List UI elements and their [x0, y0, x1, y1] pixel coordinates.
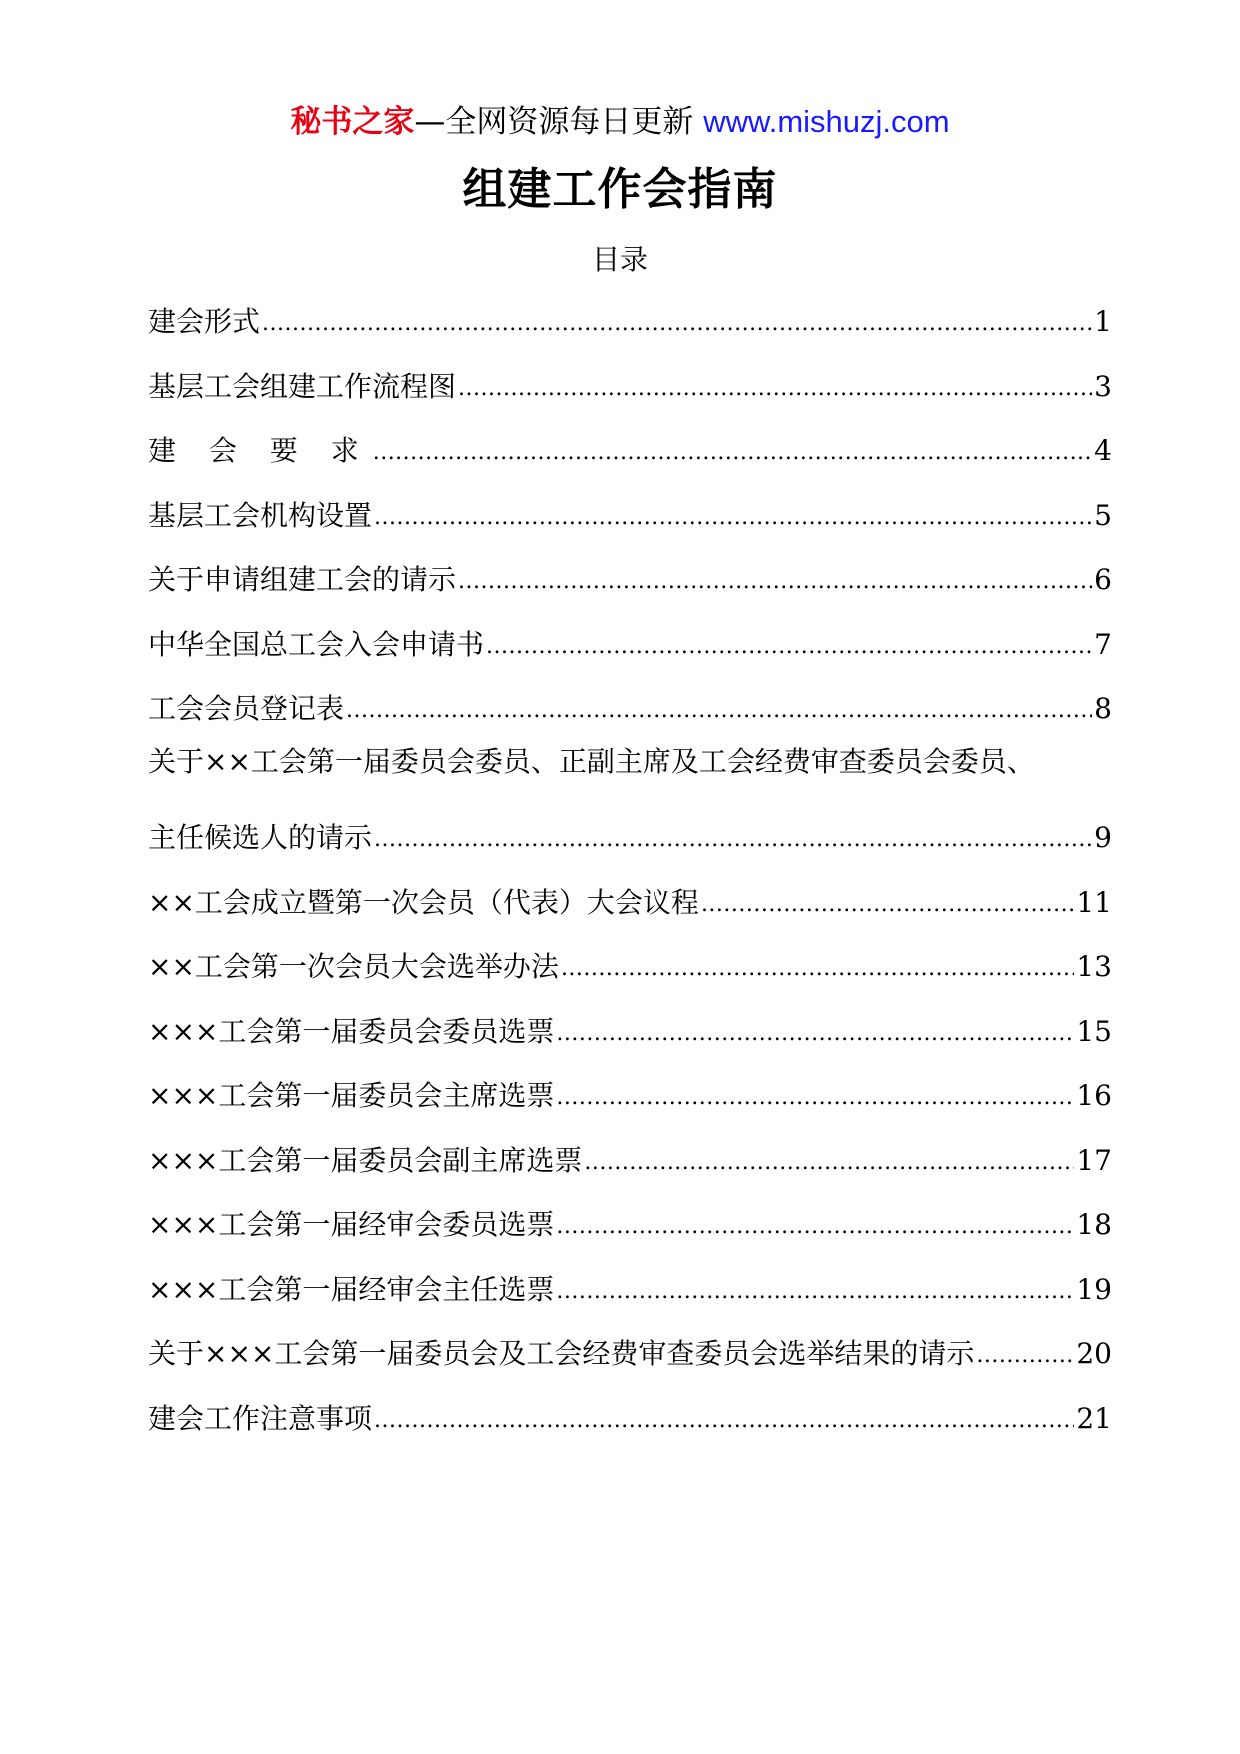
toc-entry-page: 18 [1076, 1208, 1112, 1242]
document-title: 组建工作会指南 [462, 164, 778, 215]
toc-dot-leader [262, 302, 1092, 342]
toc-dot-leader [556, 1270, 1074, 1310]
toc-entry-label: ××工会第一次会员大会选举办法 [148, 950, 559, 984]
toc-entry-label: 建会工作注意事项 [148, 1401, 373, 1435]
toc-entry[interactable] [148, 935, 1112, 1000]
toc-entry-page: 11 [1076, 885, 1112, 919]
toc-entry-label: ×××工会第一届委员会主席选票 [148, 1079, 555, 1113]
toc-entry-page: 13 [1076, 950, 1112, 984]
site-url-link[interactable]: www.mishuzj.com [703, 104, 950, 139]
toc-entry-page: 3 [1094, 369, 1112, 403]
toc-entry[interactable] [148, 1193, 1112, 1258]
toc-entry-label: ××工会成立暨第一次会员（代表）大会议程 [148, 885, 699, 919]
toc-entry[interactable] [148, 548, 1112, 613]
toc-entry-label: ×××工会第一届委员会副主席选票 [148, 1143, 583, 1177]
toc-entry-label: 关于申请组建工会的请示 [148, 563, 457, 597]
toc-entry[interactable] [148, 419, 1112, 484]
toc-entry-page: 9 [1094, 821, 1112, 855]
toc-entry-label: 建 会 要 求 [148, 434, 371, 468]
toc-entry-label: ×××工会第一届经审会委员选票 [148, 1208, 555, 1242]
toc-entry-first-line[interactable] [148, 742, 1112, 807]
toc-entry[interactable] [148, 1129, 1112, 1194]
toc-entry[interactable] [148, 871, 1112, 936]
site-header [0, 100, 1240, 144]
toc-entry-page: 1 [1094, 305, 1112, 339]
toc-entry[interactable] [148, 806, 1112, 871]
toc-entry-label: 中华全国总工会入会申请书 [148, 627, 485, 661]
toc-dot-leader [458, 367, 1092, 407]
toc-dot-leader [584, 1141, 1074, 1181]
table-of-contents [148, 290, 1112, 1451]
toc-entry[interactable] [148, 1322, 1112, 1387]
toc-dot-leader [701, 883, 1074, 923]
toc-dot-leader [561, 947, 1074, 987]
toc-entry[interactable] [148, 1000, 1112, 1065]
toc-entry[interactable] [148, 1064, 1112, 1129]
toc-dot-leader [373, 431, 1092, 471]
toc-dot-leader [556, 1076, 1074, 1116]
toc-entry-page: 21 [1076, 1401, 1112, 1435]
brand-name: 秘书之家 [290, 104, 415, 140]
toc-entry-label: 基层工会组建工作流程图 [148, 369, 457, 403]
toc-entry[interactable] [148, 484, 1112, 549]
toc-entry[interactable] [148, 355, 1112, 420]
toc-entry-page: 19 [1076, 1272, 1112, 1306]
toc-dot-leader [374, 496, 1092, 536]
toc-entry-label: 主任候选人的请示 [148, 821, 373, 855]
toc-dot-leader [374, 1399, 1074, 1439]
toc-heading: 目录 [591, 243, 648, 276]
toc-entry-label: 工会会员登记表 [148, 692, 345, 726]
toc-entry[interactable] [148, 677, 1112, 742]
toc-entry-label: 关于×××工会第一届委员会及工会经费审查委员会选举结果的请示 [148, 1337, 975, 1371]
toc-entry-page: 7 [1094, 627, 1112, 661]
toc-dot-leader [346, 689, 1092, 729]
toc-entry-page: 8 [1094, 692, 1112, 726]
toc-entry[interactable] [148, 1387, 1112, 1452]
toc-entry-page: 16 [1076, 1079, 1112, 1113]
toc-entry-page: 20 [1076, 1337, 1112, 1371]
toc-dot-leader [374, 818, 1092, 858]
toc-dot-leader [458, 560, 1092, 600]
toc-entry-label: 建会形式 [148, 305, 261, 339]
toc-entry-label: ×××工会第一届经审会主任选票 [148, 1272, 555, 1306]
toc-dot-leader [486, 625, 1092, 665]
toc-entry-page: 15 [1076, 1014, 1112, 1048]
toc-entry[interactable] [148, 613, 1112, 678]
toc-dot-leader [556, 1012, 1074, 1052]
toc-entry-page: 6 [1094, 563, 1112, 597]
header-slogan: —全网资源每日更新 [414, 104, 694, 140]
toc-entry-label: ×××工会第一届委员会委员选票 [148, 1014, 555, 1048]
toc-dot-leader [976, 1334, 1074, 1374]
toc-entry[interactable] [148, 1258, 1112, 1323]
toc-entry-page: 17 [1076, 1143, 1112, 1177]
toc-entry-label: 基层工会机构设置 [148, 498, 373, 532]
toc-dot-leader [556, 1205, 1074, 1245]
toc-entry-label: 关于××工会第一届委员会委员、正副主席及工会经费审查委员会委员、 [148, 744, 1035, 778]
toc-entry-page: 5 [1094, 498, 1112, 532]
toc-entry-page: 4 [1094, 434, 1112, 468]
toc-entry[interactable] [148, 290, 1112, 355]
